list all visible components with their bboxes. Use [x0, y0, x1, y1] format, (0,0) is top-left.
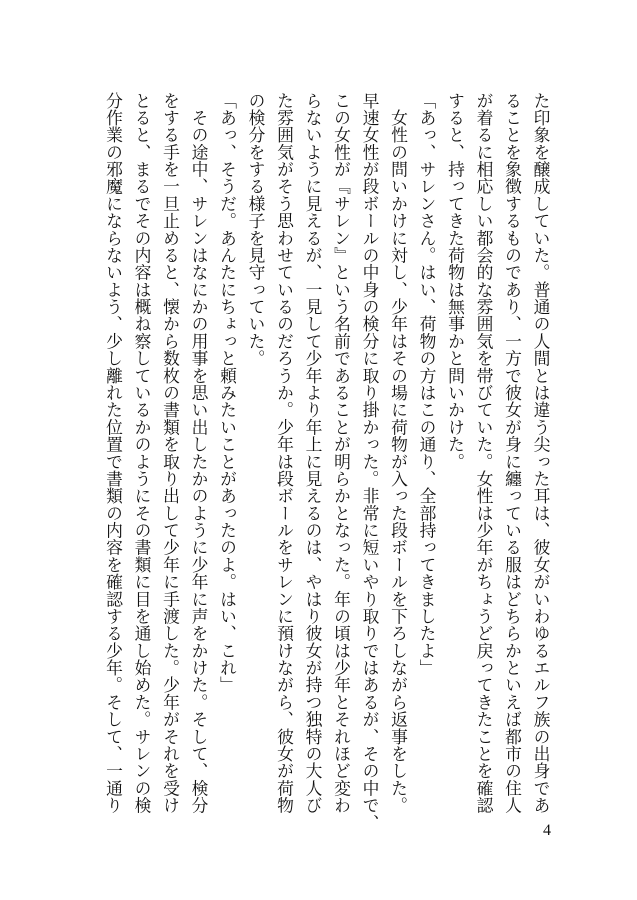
text-line: 早速女性が段ボールの中身の検分に取り掛かった。非常に短いやり取りではあるが、その中で、 — [360, 92, 380, 832]
text-line: 分作業の邪魔にならないよう、少し離れた位置で書類の内容を確認する少年。そして、一通り — [103, 92, 124, 814]
text-line: の検分をする様子を見守っていた。 — [246, 92, 266, 368]
text-line: らないように見えるが、一見して少年より年上に見えるのは、やはり彼女が持つ独特の大人び — [303, 92, 323, 814]
text-line: すると、持ってきた荷物は無事かと問いかけた。 — [445, 92, 466, 471]
text-line: とると、まるでその内容は概ね察しているかのようにその書類に目を通し始めた。サレンの検 — [132, 92, 152, 814]
text-line: た印象を醸成していた。普通の人間とは違う尖った耳は、彼女がいわゆるエルフ族の出身であ — [531, 92, 551, 814]
text-line: が着るに相応しい都会的な雰囲気を帯びていた。女性は少年がちょうど戻ってきたことを確認 — [474, 92, 494, 814]
text-line: をする手を一旦止めると、懐から数枚の書類を取り出して少年に手渡した。少年がそれを受け — [160, 92, 181, 814]
text-line: 女性の問いかけに対し、少年はその場に荷物が入った段ボールを下ろしながら返事をした。 — [388, 92, 409, 814]
text-line: ることを象徴するものであり、一方で彼女が身に纏っている服はどちらかといえば都市の住人 — [502, 92, 523, 814]
text-line: この女性が『サレン』という名前であることが明らかとなった。年の頃は少年とそれほど変わ — [331, 92, 352, 814]
text-line: 「あっ、サレンさん。はい、荷物の方はこの通り、全部持ってきましたよ」 — [417, 92, 437, 677]
text-line: 「あっ、そうだ。あんたにちょっと頼みたいことがあったのよ。はい、これ」 — [217, 92, 238, 694]
text-line: た雰囲気がそう思わせているのだろうか。少年は段ボールをサレンに預けながら、彼女が荷物 — [274, 92, 295, 814]
text-line: その途中、サレンはなにかの用事を思い出したかのように少年に声をかけた。そして、検分 — [189, 92, 209, 814]
body-text — [99, 92, 555, 832]
page-number: 4 — [543, 822, 551, 839]
